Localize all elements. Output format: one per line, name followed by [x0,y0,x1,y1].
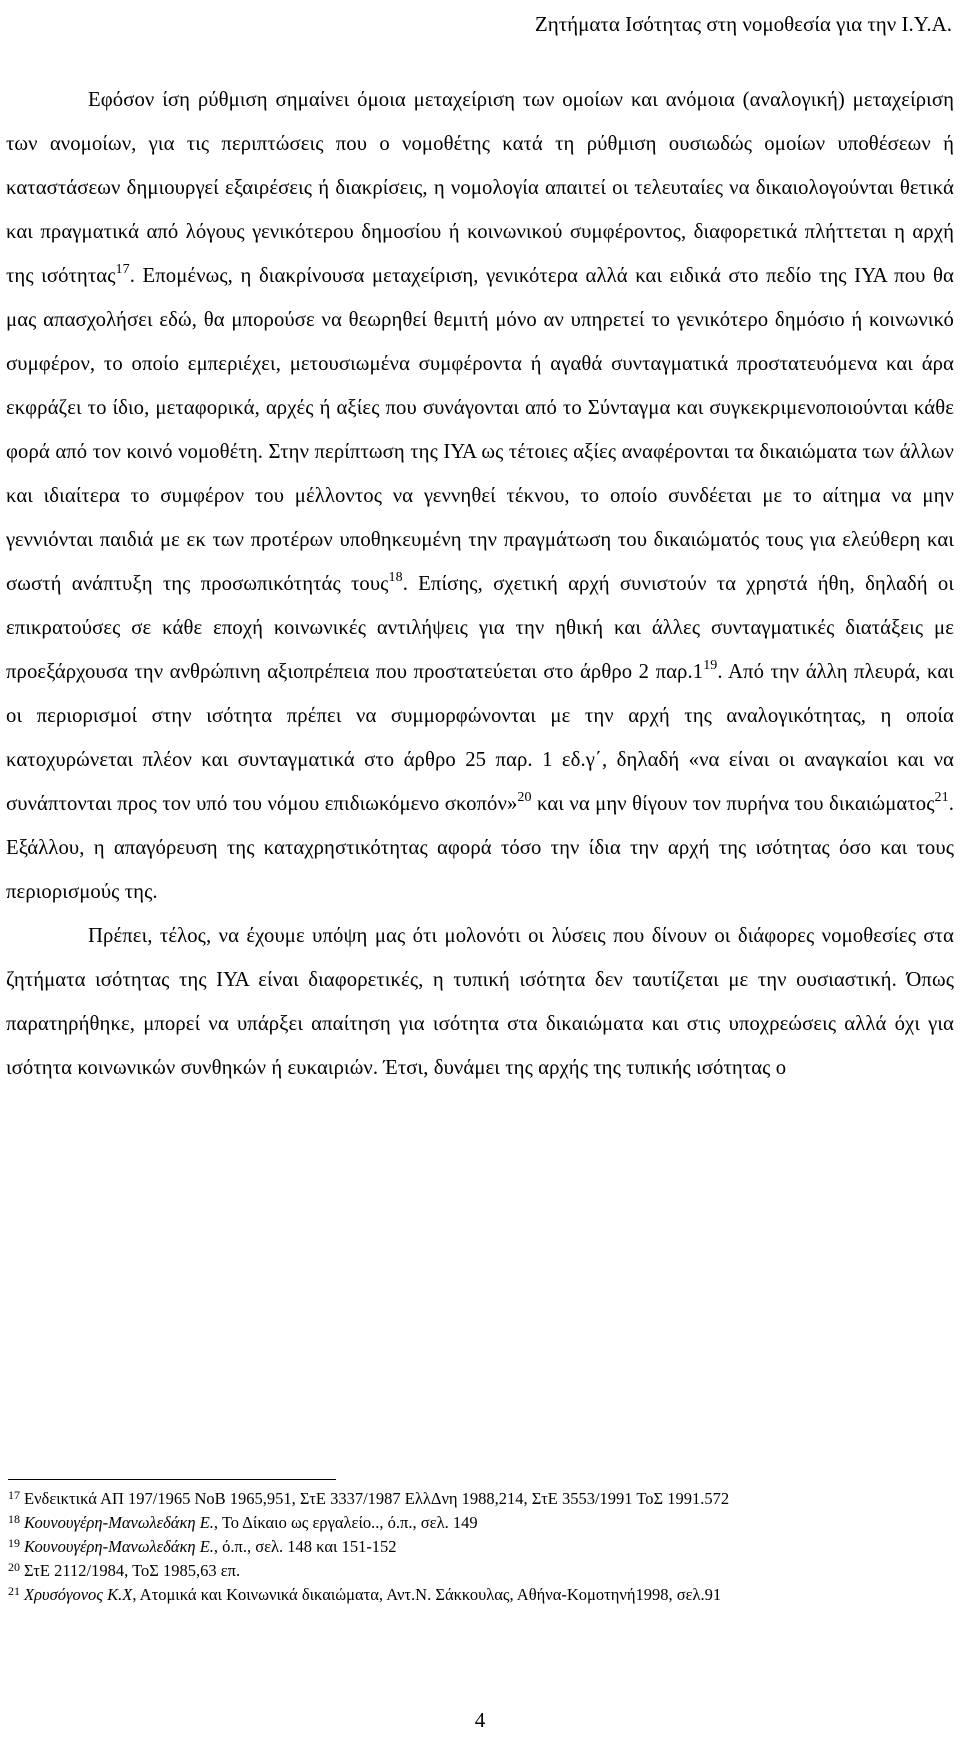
paragraph [6,78,954,914]
footnote-text: ΣτΕ 2112/1984, ΤοΣ 1985,63 επ. [24,1561,241,1580]
paragraph [6,914,954,1090]
footnote-author: Χρυσόγονος Κ.Χ [24,1585,133,1604]
footnote [8,1487,946,1511]
footnote-number: 19 [8,1536,20,1550]
footnote [8,1535,946,1559]
footnote-text: , Το Δίκαιο ως εργαλείο.., ό.π., σελ. 149 [213,1513,478,1532]
footnote-separator [8,1479,336,1480]
body-text [6,78,954,1090]
footnote-reference[interactable]: 20 [517,790,532,805]
footnotes [8,1487,946,1607]
footnote-author: Κουνουγέρη-Μανωλεδάκη Ε. [24,1537,214,1556]
text-segment: . Από την άλλη πλευρά, και οι περιορισμοί στην ισότητα πρέπει να συμμορφώνονται με την αρχή της αναλογικότητας, η οποία κατοχυρώνεται πλέον και συνταγματικά στο άρθρο 25 παρ. 1 εδ.γ΄, δηλαδή «να είναι οι αναγκαίοι και να συνάπτονται προς τον υπό του νόμου επιδιωκόμενο σκοπόν» [6,661,954,815]
text-segment: . Επομένως, η διακρίνουσα μεταχείριση, γενικότερα αλλά και ειδικά στο πεδίο της ΙΥΑ που θα μας απασχολήσει εδώ, θα μπορούσε να θεωρηθεί θεμιτή μόνο αν υπηρετεί το γενικότερο δημόσιο ή κοινωνικό συμφέρον, το οποίο εμπεριέχει, μετουσιωμένα συμφέροντα ή αγαθά συνταγματικά προστατευόμενα και άρα εκφράζει το ίδιο, μεταφορικά, αρχές ή αξίες που συνάγονται από το Σύνταγμα και συγκεκριμενοποιούνται κάθε φορά από τον κοινό νομοθέτη. Στην περίπτωση της ΙΥΑ ως τέτοιες αξίες αναφέρονται τα δικαιώματα των άλλων και ιδιαίτερα το συμφέρον του μέλλοντος να γεννηθεί τέκνου, το οποίο συνδέεται με το αίτημα να μην γεννιόνται παιδιά με εκ των προτέρων υποθηκευμένη την πραγμάτωση του δικαιώματός τους για ελεύθερη και σωστή ανάπτυξη της προσωπικότητάς τους [6,265,954,595]
text-segment: . Εξάλλου, η απαγόρευση της καταχρηστικότητας αφορά τόσο την ίδια την αρχή της ισότητας όσο και τους περιορισμούς της. [6,793,954,903]
footnote-text: , ό.π., σελ. 148 και 151-152 [213,1537,397,1556]
footnote [8,1559,946,1583]
footnote-number: 20 [8,1560,20,1574]
footnote-reference[interactable]: 21 [934,790,949,805]
text-segment: Πρέπει, τέλος, να έχουμε υπόψη μας ότι μολονότι οι λύσεις που δίνουν οι διάφορες νομοθεσίες στα ζητήματα ισότητας της ΙΥΑ είναι διαφορετικές, η τυπική ισότητα δεν ταυτίζεται με την ουσιαστική. Όπως παρατηρήθηκε, μπορεί να υπάρξει απαίτηση για ισότητα στα δικαιώματα και στις υποχρεώσεις αλλά όχι για ισότητα κοινωνικών συνθηκών ή ευκαιριών. Έτσι, δυνάμει της αρχής της τυπικής ισότητας ο [6,925,954,1079]
footnote-reference[interactable]: 17 [115,262,130,277]
footnote-number: 17 [8,1488,20,1502]
footnote [8,1583,946,1607]
footnote-author: Κουνουγέρη-Μανωλεδάκη Ε. [24,1513,214,1532]
text-segment: Εφόσον ίση ρύθμιση σημαίνει όμοια μεταχείριση των ομοίων και ανόμοια (αναλογική) μεταχείριση των ανομοίων, για τις περιπτώσεις που ο νομοθέτης κατά τη ρύθμιση ουσιωδώς ομοίων υποθέσεων ή καταστάσεων δημιουργεί εξαιρέσεις ή διακρίσεις, η νομολογία απαιτεί οι τελευταίες να δικαιολογούνται θετικά και πραγματικά από λόγους γενικότερου δημοσίου ή κοινωνικού συμφέροντος, διαφορετικά πλήττεται η αρχή της ισότητας [6,89,954,287]
footnote-reference[interactable]: 18 [388,570,403,585]
footnote [8,1511,946,1535]
footnote-text: , Ατομικά και Κοινωνικά δικαιώματα, Αντ.Ν. Σάκκουλας, Αθήνα-Κομοτηνή1998, σελ.91 [132,1585,722,1604]
text-segment: . Επίσης, σχετική αρχή συνιστούν τα χρηστά ήθη, δηλαδή οι επικρατούσες σε κάθε εποχή κοινωνικές αντιλήψεις για την ηθική και άλλες συνταγματικές διατάξεις με προεξάρχουσα την ανθρώπινη αξιοπρέπεια που προστατεύεται στο άρθρο 2 παρ.1 [6,573,954,683]
page-number: 4 [474,1708,486,1732]
running-header: Ζητήματα Ισότητας στη νομοθεσία για την Ι.Υ.Α. [534,12,952,36]
footnote-number: 21 [8,1584,20,1598]
text-segment: και να μην θίγουν τον πυρήνα του δικαιώματος [531,793,935,815]
footnote-reference[interactable]: 19 [703,658,718,673]
footnote-number: 18 [8,1512,20,1526]
footnote-text: Ενδεικτικά ΑΠ 197/1965 ΝοΒ 1965,951, ΣτΕ 3337/1987 ΕλλΔνη 1988,214, ΣτΕ 3553/1991 ΤοΣ 1991.572 [24,1489,730,1508]
